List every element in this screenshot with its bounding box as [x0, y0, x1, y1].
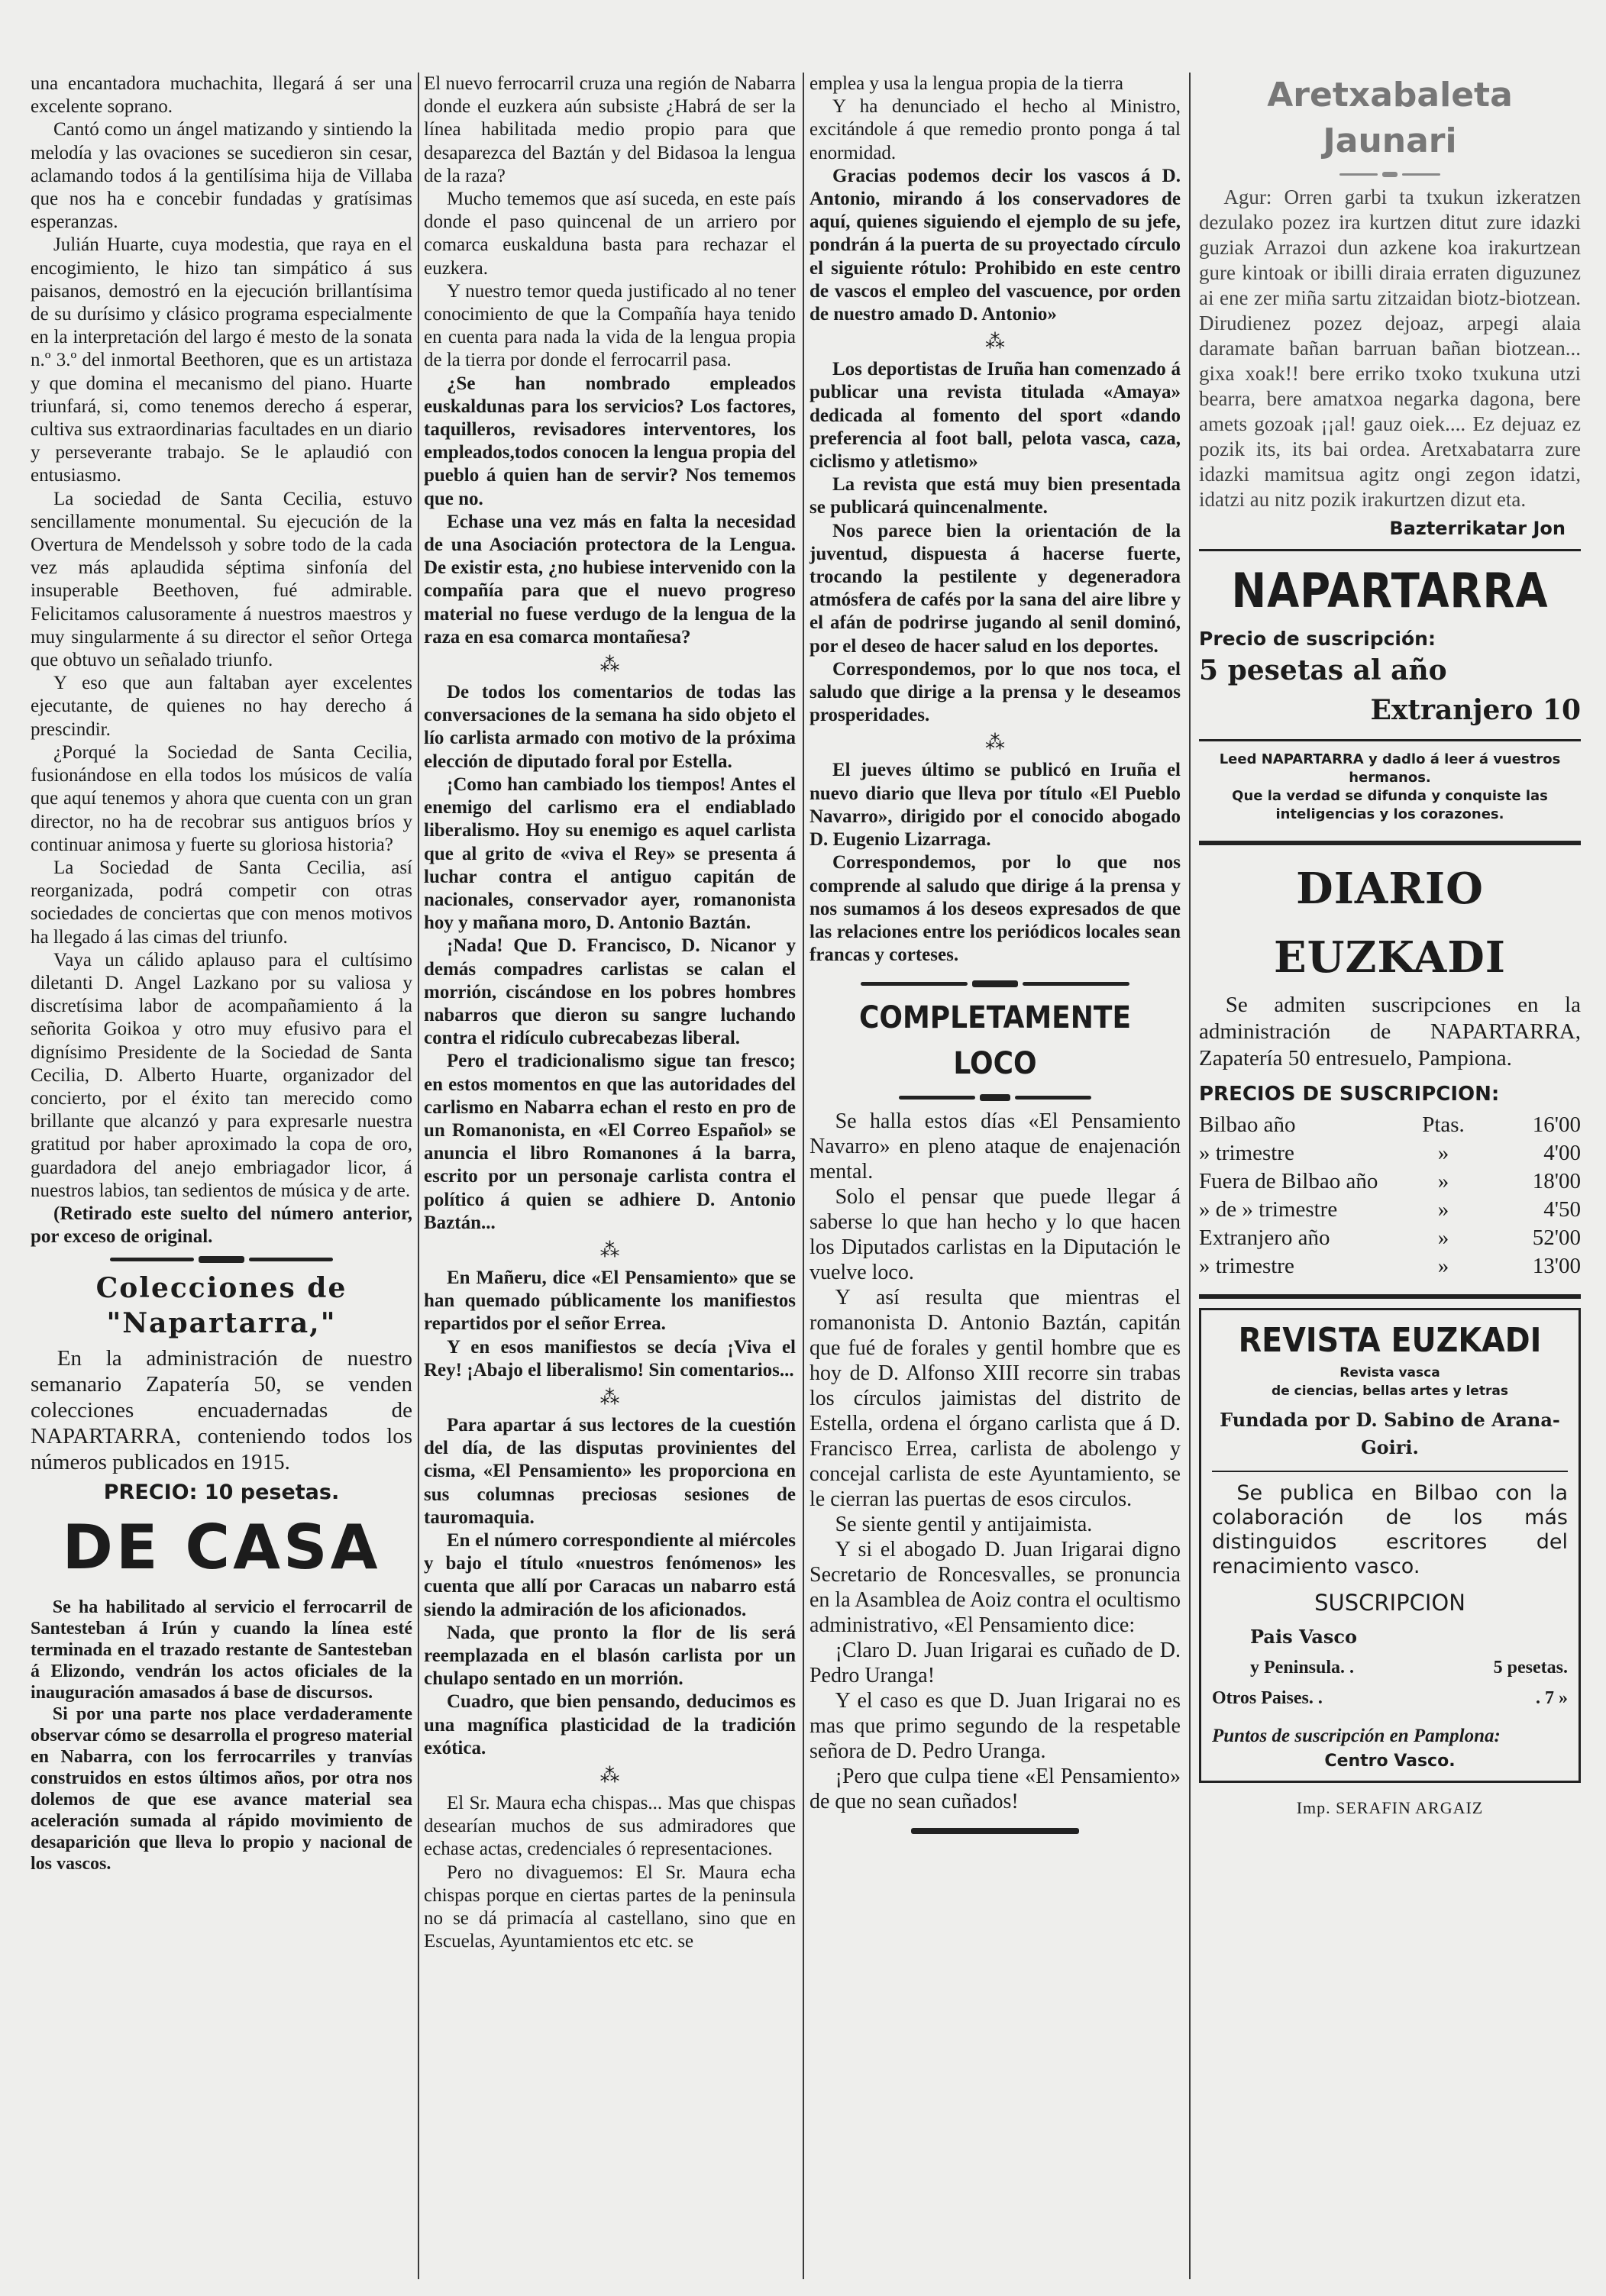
- paragraph: Solo el pensar que puede llegar á saberse lo que han hecho y lo que hacen los Diputados carlistas en la Diputación le vuelve loco.: [809, 1185, 1181, 1285]
- paragraph: ¿Se han nombrado empleados euskaldunas para los servicios? Los factores, taquilleros, revisadores interventores, los empleados,todos conocen la lengua propia del pueblo á quien han de servir? Nos tememos que no.: [424, 373, 796, 509]
- paragraph: Echase una vez más en falta la necesidad de una Asociación protectora de la Lengua. De existir esta, ¿no hubiese intervenido con la compañía para que el nuevo progreso material no fuese verdugo de la lengua de la raza en esa comarca montañesa?: [424, 511, 796, 647]
- price-table: [1199, 1111, 1581, 1280]
- revista-row: y Peninsula. . 5 pesetas.: [1250, 1657, 1568, 1678]
- diario-euzkadi-title: DIARIO EUZKADI: [1273, 864, 1506, 983]
- paragraph: La revista que está muy bien presentada se publicará quincenalmente.: [809, 474, 1181, 518]
- paragraph: De todos los comentarios de todas las conversaciones de la semana ha sido objeto el lío carlista armado con motivo de la próxima elección de diputado foral por Estella.: [424, 682, 796, 772]
- colecciones-text: En la administración de nuestro semanario Zapatería 50, se venden colecciones encuadernadas de NAPARTARRA, conteniendo todos los números publicados en 1915.: [31, 1346, 412, 1475]
- divider: [1212, 1471, 1568, 1472]
- paragraph: (Retirado este suelto del número anterior, por exceso de original.: [31, 1203, 412, 1248]
- paragraph: emplea y usa la lengua propia de la tierra: [809, 73, 1123, 94]
- revista-subtitle: Revista vasca: [1339, 1364, 1440, 1381]
- paragraph: Pero el tradicionalismo sigue tan fresco; en estos momentos en que las autoridades del carlismo en Nabarra echan el resto en pro de un Romanonista, en «El Correo Español» se anuncia el libro Romanones á la barra, escrito por un personaje carlista contra el político á quien se adhiere D. Antonio Baztán...: [424, 1051, 796, 1233]
- divider: [1199, 841, 1581, 845]
- paragraph: Para apartar á sus lectores de la cuestión del día, de las disputas provinientes del cisma, «El Pensamiento» les proporciona en sus columnas preciosas sesiones de tauromaquia.: [424, 1414, 796, 1528]
- napartarra-ad: [1199, 560, 1581, 824]
- column-rule: [418, 73, 419, 2279]
- paragraph: Vaya un cálido aplauso para el cultísimo diletanti D. Angel Lazkano por su valiosa y discretísima labor de acompañamiento á la señorita Goikoa y otro muy efusivo para el dignísimo Presidente de la Sociedad de Santa Cecilia, D. Alberto Huarte, organizador del concierto, por el éxito tan merecido como brillante que alcanzó y para expresarle nuestra gratitud por haber aproximado la copa de oro, guardadora del anejo embriagador licor, á nuestros labios, tan sedientos de música y de arte.: [31, 949, 412, 1201]
- price-row: » trimestre » 13'00: [1199, 1253, 1581, 1278]
- price-abroad: Extranjero 10: [1370, 694, 1581, 727]
- revista-puntos: Puntos de suscripción en Pamplona:: [1212, 1725, 1501, 1746]
- price-row: Fuera de Bilbao año » 18'00: [1199, 1168, 1581, 1193]
- paragraph: Los deportistas de Iruña han comenzado á publicar una revista titulada «Amaya» dedicada al fomento del sport «dando preferencia al foot ball, pelota vasca, caza, ciclismo y atletismo»: [809, 359, 1181, 473]
- precios-title: PRECIOS DE SUSCRIPCION:: [1199, 1083, 1500, 1106]
- paragraph: La sociedad de Santa Cecilia, estuvo sencillamente monumental. Su ejecución de la Overtura de Mendelssoh y sobre todo de la cada vez más aplaudida séptima sinfonía del insuperable Beethoven, fué admirable. Felicitamos calusoramente á nuestros maestros y muy singularmente á su director el señor Ortega que obtuvo un señalado triunfo.: [31, 488, 412, 671]
- subscription-label: Precio de suscripción:: [1199, 628, 1436, 651]
- ornament-rule: [1199, 172, 1581, 177]
- paragraph: Y si el abogado D. Juan Irigarai digno Secretario de Roncesvalles, se pronuncia en la Asamblea de Aoiz contra el ocultismo administrativo, «El Pensamiento dice:: [809, 1538, 1181, 1638]
- revista-subtitle: de ciencias, bellas artes y letras: [1272, 1383, 1508, 1399]
- ornament-rule: [809, 1828, 1181, 1834]
- price-row: Bilbao año Ptas. 16'00: [1199, 1112, 1581, 1137]
- paragraph: Y eso que aun faltaban ayer excelentes ejecutante, de quienes no hay derecho á prescindir.: [31, 673, 412, 740]
- slogan: Que la verdad se difunda y conquiste las inteligencias y los corazones.: [1232, 788, 1548, 823]
- revista-row: Otros Paises. . . 7 »: [1212, 1687, 1568, 1708]
- completamente-loco-title: COMPLETAMENTE LOCO: [858, 1000, 1132, 1082]
- price-local: 5 pesetas al año: [1199, 654, 1447, 687]
- paragraph: En el número correspondiente al miércoles y bajo el título «nuestros fenómenos» les cuenta que allí por Caracas un nabarro está siendo la admiración de los aficionados.: [424, 1529, 796, 1620]
- paragraph: ¿Porqué la Sociedad de Santa Cecilia, fusionándose en ella todos los músicos de valía que aquí tenemos y ahora que cuenta con un gran director, no ha de recobrar sus antiguos bríos y continuar animosa y fuerte su gloriosa historia?: [31, 741, 412, 855]
- column-rule: [803, 73, 804, 2279]
- slogan: Leed NAPARTARRA y dadlo á leer á vuestros hermanos.: [1219, 751, 1561, 786]
- paragraph: Y en esos manifiestos se decía ¡Viva el Rey! ¡Abajo el liberalismo! Sin comentarios...: [424, 1336, 796, 1381]
- dots-separator: ⁂: [599, 1386, 620, 1409]
- paragraph: Mucho tememos que así suceda, en este país donde el paso quincenal de un arriero por comarca euskalduna basta para rechazar el euzkera.: [424, 189, 796, 279]
- paragraph: Se ha habilitado al servicio el ferrocarril de Santesteban á Irún y cuando la línea esté terminada en el trazado restante de Santesteban á Elizondo, vendrán los actos oficiales de la inauguración amasados á base de discursos.: [31, 1597, 412, 1703]
- column-4: [1199, 73, 1581, 1820]
- colecciones-title: Colecciones de "Napartarra,": [95, 1272, 347, 1340]
- paragraph: El Sr. Maura echa chispas... Mas que chispas desearían muchos de sus admiradores que echase actas, credenciales ó representaciones.: [424, 1793, 796, 1860]
- paragraph: ¡Nada! Que D. Francisco, D. Nicanor y demás compadres carlistas se calan el morrión, ciscándose en los pobres hombres nabarros que dieron su sangre luchando contra el ridículo cubrecabezas liberal.: [424, 935, 796, 1049]
- divider: [1199, 1294, 1581, 1299]
- paragraph: Se halla estos días «El Pensamiento Navarro» en pleno ataque de enajenación mental.: [809, 1109, 1181, 1184]
- paragraph: Cuadro, que bien pensando, deducimos es una magnífica plasticidad de la tradición exótica.: [424, 1691, 796, 1758]
- printer-credit: Imp. SERAFIN ARGAIZ: [1296, 1797, 1484, 1817]
- revista-text: Se publica en Bilbao con la colaboración de los más distinguidos escritores del renacimiento vasco.: [1212, 1481, 1568, 1578]
- napartarra-title: NAPARTARRA: [1231, 563, 1549, 619]
- ornament-rule: [31, 1256, 412, 1263]
- paragraph: ¡Claro D. Juan Irigarai es cuñado de D. Pedro Uranga!: [809, 1639, 1181, 1688]
- dots-separator: ⁂: [985, 731, 1005, 754]
- divider: [1199, 549, 1581, 551]
- paragraph: ¡Pero que culpa tiene «El Pensamiento» de que no sean cuñados!: [809, 1765, 1181, 1814]
- paragraph: Gracias podemos decir los vascos á D. Antonio, mirando á los conservadores de aquí, quienes siguiendo el ejemplo de su jefe, pondrán á la puerta de su proyectado círculo el siguiente rótulo: Prohibido en este centro de vascos el empleo del vascuence, por orden de nuestro amado D. Antonio»: [809, 165, 1181, 325]
- price-row: » de » trimestre » 4'50: [1199, 1196, 1581, 1222]
- signature: Bazterrikatar Jon: [1389, 518, 1566, 539]
- paragraph: Y ha denunciado el hecho al Ministro, excitándole á que remedio pronto ponga á tal enormidad.: [809, 96, 1181, 163]
- dots-separator: ⁂: [985, 331, 1005, 354]
- paragraph: Si por una parte nos place verdaderamente observar cómo se desarrolla el progreso material en Nabarra, con los ferrocarriles y tranvías construidos en estos últimos años, por otra nos dolemos de que ese avance material sea aceleración sumada al rápido movimiento de desaparición que lleva lo propio y nacional de los vascos.: [31, 1703, 412, 1874]
- price-row: » trimestre » 4'00: [1199, 1140, 1581, 1165]
- de-casa-title: DE CASA: [62, 1511, 381, 1583]
- suscripcion-label: SUSCRIPCION: [1314, 1589, 1465, 1616]
- paragraph: Y nuestro temor queda justificado al no tener conocimiento de que la Compañía haya tenido en cuenta para nada la vida de la lengua propia de la tierra por donde el ferrocarril pasa.: [424, 280, 796, 371]
- divider: [1199, 739, 1581, 741]
- column-1: [31, 73, 412, 1875]
- dots-separator: ⁂: [599, 654, 620, 677]
- dots-separator: ⁂: [599, 1765, 620, 1787]
- revista-centro: Centro Vasco.: [1324, 1751, 1456, 1771]
- ornament-rule: [809, 1094, 1181, 1101]
- paragraph: una encantadora muchachita, llegará á ser una excelente soprano.: [31, 73, 412, 118]
- letter-body: Agur: Orren garbi ta txukun izkeratzen dezulako pozez ira kurtzen ditut zure idazki guziak Arrazoi dun azkene koa irakurtzean gure kintoak or ibilli diraia erraten diguzunez ai ene zer miña sartu zitzaidan biotz-biotzean. Dirudienez pozez dejoaz, arpegi alaia daramate bañan barruan bañan biotzean... gixa xoak!! bere erriko txoko txukuna utzi bearra, bere amatxoa negarka dagona, bere amets gozoak ¡¡al! gauz oiek.... Ez dejuaz ez pozik its, its bai ordea. Aretxabatarra zure idazki mamitsua agitz ongi zegon idatzi, idatzi au nitz pozik irakurtzen dizut eta.: [1199, 186, 1581, 511]
- dots-separator: ⁂: [599, 1238, 620, 1261]
- paragraph: Nada, que pronto la flor de lis será reemplazada en el blasón carlista por un chulapo sentado en un morrión.: [424, 1622, 796, 1690]
- revista-row: Pais Vasco: [1250, 1625, 1358, 1648]
- paragraph: El jueves último se publicó en Iruña el nuevo diario que lleva por título «El Pueblo Navarro», dirigido por el conocido abogado D. Eugenio Lizarraga.: [809, 760, 1181, 851]
- paragraph: Julián Huarte, cuya modestia, que raya en el encogimiento, le hizo tan simpático á sus paisanos, demostró en la ejecución brillantísima de su durísimo y clásico programa especialmente en la interpretación del largo é mesto de la sonata n.º 3.º del inmortal Beethoren, que es un artistaza y que domina el mecanismo del piano. Huarte triunfará, si, como tenemos derecho á esperar, cultiva sus extraordinarias facultades en un diario y perseverante trabajo. Se le aplaudió con entusiasmo.: [31, 234, 412, 486]
- letter-title: Aretxabaleta Jaunari: [1267, 76, 1513, 160]
- precio-label: PRECIO: 10 pesetas.: [103, 1481, 340, 1505]
- paragraph: Se siente gentil y antijaimista.: [835, 1513, 1093, 1537]
- paragraph: Y el caso es que D. Juan Irigarai no es mas que primo segundo de la respetable señora de D. Pedro Uranga.: [809, 1689, 1181, 1764]
- price-row: Extranjero año » 52'00: [1199, 1225, 1581, 1250]
- column-2: [424, 73, 796, 1953]
- admin-text: Se admiten suscripciones en la administración de NAPARTARRA, Zapatería 50 entresuelo, Pampiona.: [1199, 993, 1581, 1071]
- revista-founder: Fundada por D. Sabino de Arana-Goiri.: [1220, 1408, 1560, 1458]
- revista-euzkadi-ad: [1199, 1308, 1581, 1783]
- paragraph: Y así resulta que mientras el romanonista D. Antonio Baztán, capitán que fué de forales y gentil hombre que es hoy de D. Alfonso XIII recorre sin trabas los círculos jaimistas del distrito de Estella, ordena el órgano carlista que á D. Francisco Errea, carlista de abolengo y concejal carlista de este Ayuntamiento, se le cierran las puertas de esos circulos.: [809, 1286, 1181, 1512]
- column-3: [809, 73, 1181, 1842]
- revista-euzkadi-title: REVISTA EUZKADI: [1238, 1320, 1542, 1360]
- paragraph: En Mañeru, dice «El Pensamiento» que se han quemado públicamente los manifiestos repartidos por el señor Errea.: [424, 1267, 796, 1335]
- paragraph: Nos parece bien la orientación de la juventud, dispuesta á hacerse fuerte, trocando la pestilente y degeneradora atmósfera de cafés por la sana del aire libre y el afán de podrirse jugando al senil dominó, por el deseo de hacer salud en los deportes.: [809, 520, 1181, 657]
- paragraph: La Sociedad de Santa Cecilia, así reorganizada, podrá competir con otras sociedades de conciertas que con menos motivos ha llegado á las cimas del triunfo.: [31, 857, 412, 948]
- paragraph: ¡Como han cambiado los tiempos! Antes el enemigo del carlismo era el endiablado liberalismo. Hoy su enemigo es aquel carlista que al grito de «viva el Rey» se presenta á luchar contra el antiguo capitán de nacionales, conservador ayer, romanonista hoy y mañana moro, D. Antonio Baztán.: [424, 773, 796, 934]
- paragraph: Pero no divaguemos: El Sr. Maura echa chispas porque en ciertas partes de la peninsula no se dá primacía al castellano, sino que en Escuelas, Ayuntamientos etc etc. se: [424, 1862, 796, 1952]
- paragraph: Cantó como un ángel matizando y sintiendo la melodía y las ovaciones se sucedieron sin cesar, aclamando todos á la gentilísima hija de Villaba que nos ha e concebir fundadas y gratísimas esperanzas.: [31, 119, 412, 233]
- column-rule: [1189, 73, 1191, 2279]
- ornament-rule: [809, 980, 1181, 987]
- paragraph: El nuevo ferrocarril cruza una región de Nabarra donde el euzkera aún subsiste ¿Habrá de ser la línea habilitada medio propio para que desaparezca del Baztán y del Bidasoa la lengua de la raza?: [424, 73, 796, 186]
- paragraph: Correspondemos, por lo que nos toca, el saludo que dirige a la prensa y le deseamos prosperidades.: [809, 658, 1181, 726]
- paragraph: Correspondemos, por lo que nos comprende al saludo que dirige á la prensa y nos sumamos á los deseos expresados de que las relaciones entre los periódicos locales sean francas y corteses.: [809, 852, 1181, 966]
- diario-euzkadi-ad: [1199, 854, 1581, 1280]
